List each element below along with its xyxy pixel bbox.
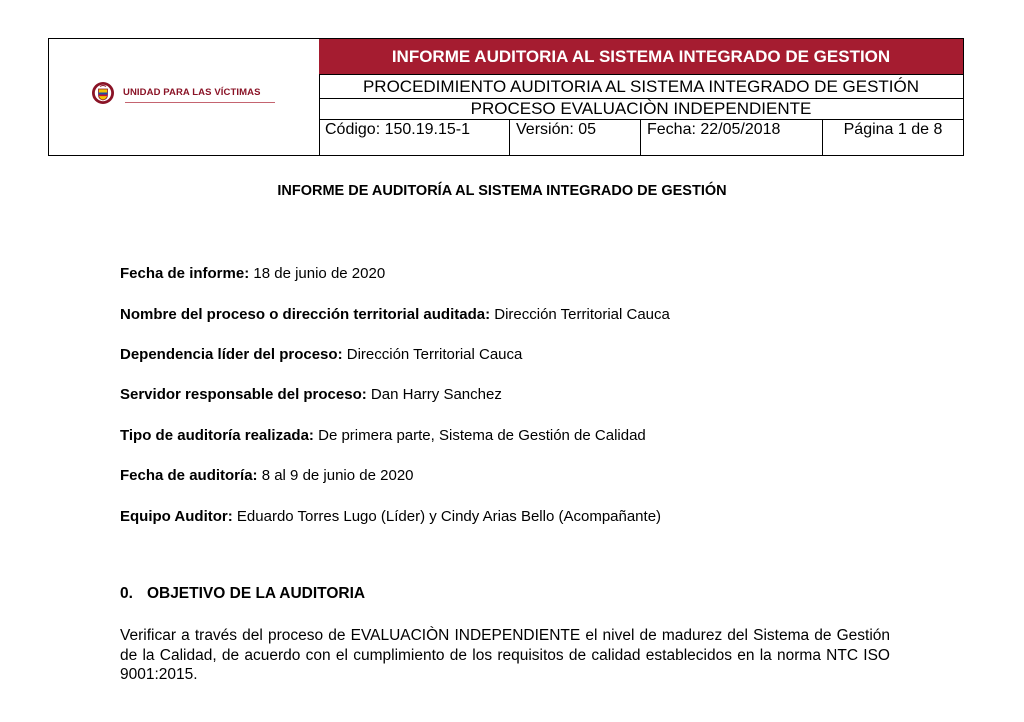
header-pagina: Página 1 de 8 <box>843 121 943 138</box>
header-meta-row <box>319 119 963 155</box>
section-number: 0. <box>120 585 133 602</box>
logo-underline <box>125 102 275 103</box>
field-value: Dan Harry Sanchez <box>370 386 502 403</box>
field-label: Servidor responsable del proceso: <box>120 386 367 403</box>
field-value: De primera parte, Sistema de Gestión de Calidad <box>318 427 646 444</box>
field-dependencia <box>120 346 522 363</box>
field-nombre-proceso <box>120 306 670 323</box>
header-version: Versión: 05 <box>510 120 641 155</box>
field-label: Tipo de auditoría realizada: <box>120 427 314 444</box>
header-codigo: Código: 150.19.15-1 <box>319 120 510 155</box>
field-label: Dependencia líder del proceso: <box>120 346 343 363</box>
field-value: Eduardo Torres Lugo (Líder) y Cindy Arias Bello (Acompañante) <box>236 508 662 525</box>
colombia-coat-of-arms-icon <box>91 81 115 105</box>
field-value: 18 de junio de 2020 <box>253 265 386 282</box>
field-label: Equipo Auditor: <box>120 508 233 525</box>
field-label: Fecha de informe: <box>120 265 250 282</box>
header-fecha: Fecha: 22/05/2018 <box>641 120 823 155</box>
section-heading <box>120 585 365 603</box>
document-title: INFORME DE AUDITORÍA AL SISTEMA INTEGRADO DE GESTIÓN <box>277 183 727 199</box>
field-value: Dirección Territorial Cauca <box>494 306 670 323</box>
logo-cell <box>49 39 320 155</box>
field-equipo-auditor <box>120 508 661 525</box>
field-fecha-informe <box>120 265 385 282</box>
header-procedure: PROCEDIMIENTO AUDITORIA AL SISTEMA INTEGRADO DE GESTIÓN <box>319 75 963 99</box>
field-value: 8 al 9 de junio de 2020 <box>261 467 414 484</box>
field-label: Nombre del proceso o dirección territorial auditada: <box>120 306 491 323</box>
section-title: OBJETIVO DE LA AUDITORIA <box>146 585 366 602</box>
field-servidor <box>120 386 502 403</box>
logo-text: UNIDAD PARA LAS VÍCTIMAS <box>123 87 261 99</box>
header-process: PROCESO EVALUACIÒN INDEPENDIENTE <box>470 99 812 118</box>
field-tipo-auditoria <box>120 427 646 444</box>
field-value: Dirección Territorial Cauca <box>346 346 523 363</box>
header-title: INFORME AUDITORIA AL SISTEMA INTEGRADO DE GESTION <box>319 39 963 75</box>
section-paragraph: Verificar a través del proceso de EVALUACIÒN INDEPENDIENTE el nivel de madurez del Sistema de Gestión de la Calidad, de acuerdo con el cumplimiento de los requisitos de calidad establecidos en la norma NTC ISO 9001:2015. <box>120 627 890 683</box>
field-label: Fecha de auditoría: <box>120 467 258 484</box>
document-header-table <box>48 38 964 156</box>
field-fecha-auditoria <box>120 467 414 484</box>
